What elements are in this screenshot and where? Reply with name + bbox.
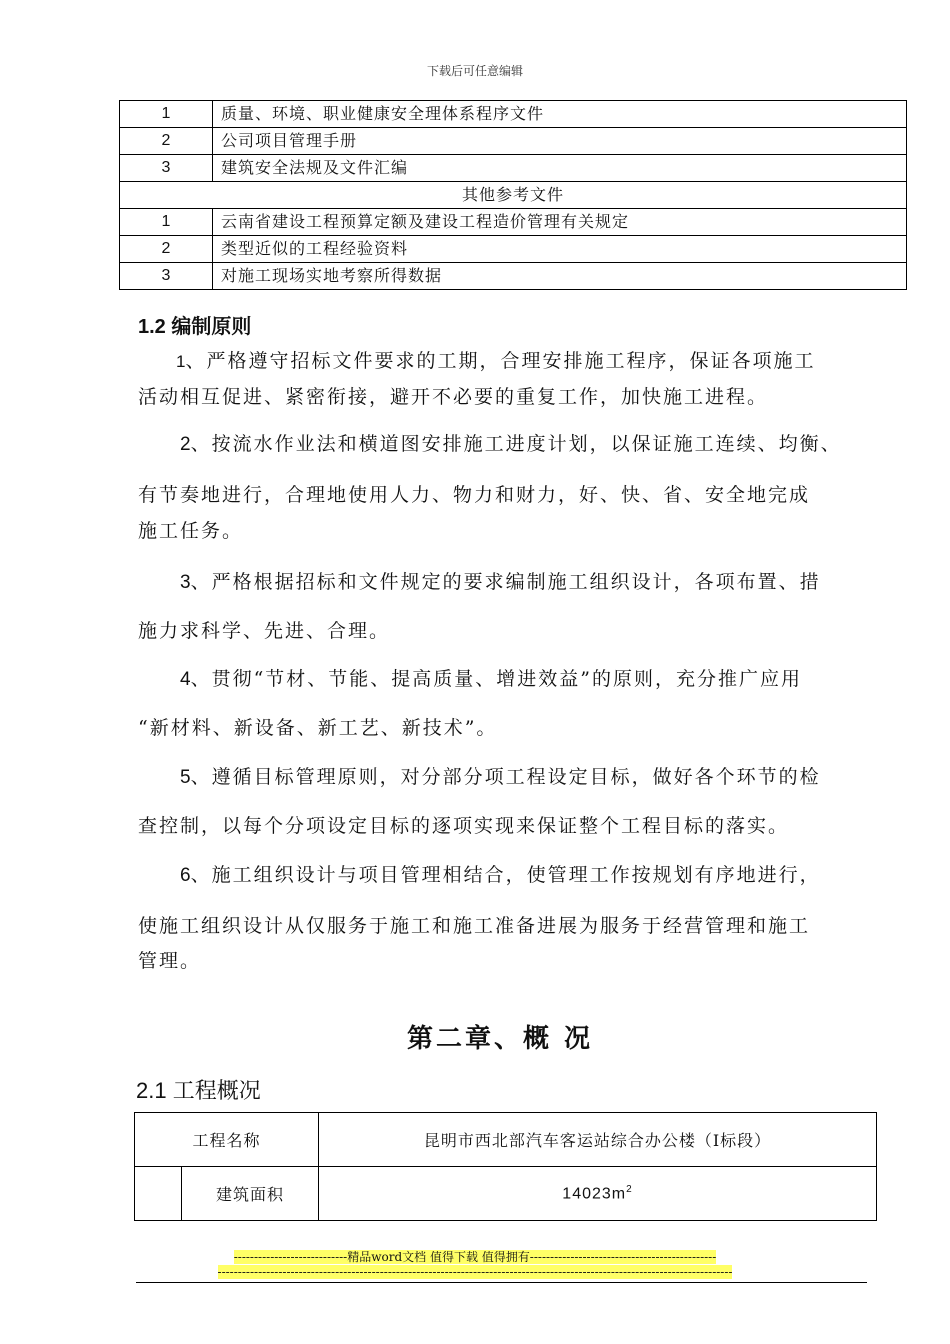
paragraph-line: 查控制，以每个分项设定目标的逐项实现来保证整个工程目标的落实。: [138, 815, 790, 837]
building-area-label: 建筑面积: [182, 1167, 319, 1221]
item-number: 4: [180, 669, 191, 690]
table-row: [135, 1113, 877, 1167]
paragraph-line: “新材料、新设备、新工艺、新技术”。: [138, 717, 498, 739]
project-overview-table: [134, 1112, 877, 1221]
area-unit-superscript: 2: [626, 1183, 633, 1195]
principle-paragraph-2: [138, 428, 883, 548]
row-text: 类型近似的工程经验资料: [213, 236, 907, 263]
principle-paragraph-5: [138, 761, 883, 843]
project-name-label: 工程名称: [135, 1113, 319, 1167]
footer-text: ----------------------------精品word文档 值得下载 值得拥有----------------------------------------------: [233, 1250, 717, 1264]
table-row: [120, 263, 907, 290]
item-number: 3: [180, 572, 191, 593]
row-number: 3: [120, 155, 213, 182]
paragraph-line: 、严格遵守招标文件要求的工期，合理安排施工程序，保证各项施工: [185, 350, 816, 372]
paragraph-line: 施力求科学、先进、合理。: [138, 620, 391, 642]
principle-paragraph-4: [138, 663, 883, 745]
paragraph-line: 活动相互促进、紧密衔接，避开不必要的重复工作，加快施工进程。: [138, 386, 769, 408]
empty-cell: [135, 1167, 182, 1221]
row-text: 公司项目管理手册: [213, 128, 907, 155]
principle-paragraph-3: [138, 566, 883, 648]
paragraph-line: 有节奏地进行，合理地使用人力、物力和财力，好、快、省、安全地完成: [138, 484, 811, 506]
item-number: 1: [176, 352, 186, 371]
table-row: [120, 236, 907, 263]
reference-documents-table: [119, 100, 907, 290]
paragraph-line: 管理。: [138, 950, 202, 972]
row-text: 云南省建设工程预算定额及建设工程造价管理有关规定: [213, 209, 907, 236]
row-number: 1: [120, 209, 213, 236]
chapter-title: 第二章、概 况: [406, 1024, 594, 1054]
item-number: 2: [180, 434, 191, 455]
table-row: [120, 101, 907, 128]
section-heading-2-1: [136, 1074, 261, 1105]
footer-divider: [136, 1282, 867, 1283]
paragraph-line: 、遵循目标管理原则，对分部分项工程设定目标，做好各个环节的检: [190, 766, 821, 788]
section-title: 编制原则: [171, 314, 252, 338]
principle-paragraph-6: [138, 859, 883, 978]
footer-banner-line-1: [0, 1248, 950, 1265]
section-heading-1-2: [138, 310, 251, 339]
row-number: 2: [120, 128, 213, 155]
paragraph-line: 、施工组织设计与项目管理相结合，使管理工作按规划有序地进行，: [190, 864, 821, 886]
item-number: 5: [180, 767, 191, 788]
area-number: 14023m: [562, 1185, 627, 1203]
section-number: 2.1: [136, 1078, 167, 1103]
paragraph-line: 施工任务。: [138, 520, 244, 542]
page-header-note: 下载后可任意编辑: [426, 64, 523, 78]
row-number: 3: [120, 263, 213, 290]
paragraph-line: 使施工组织设计从仅服务于施工和施工准备进展为服务于经营管理和施工: [138, 915, 811, 937]
table-row: [120, 209, 907, 236]
other-references-header: 其他参考文件: [120, 182, 907, 209]
table-group-header-row: [120, 182, 907, 209]
project-name-value: 昆明市西北部汽车客运站综合办公楼（Ⅰ标段）: [319, 1113, 877, 1167]
building-area-value: [319, 1167, 877, 1221]
table-row: [135, 1167, 877, 1221]
section-number: 1.2: [138, 316, 166, 338]
paragraph-line: 、贯彻“节材、节能、提高质量、增进效益”的原则，充分推广应用: [190, 668, 803, 690]
footer-banner-line-2: [0, 1265, 950, 1279]
row-number: 2: [120, 236, 213, 263]
table-row: [120, 155, 907, 182]
item-number: 6: [180, 865, 191, 886]
principle-paragraph-1: [138, 345, 883, 414]
footer-text: -------------------------------------------------------------------------------------------------------------------------------: [217, 1265, 733, 1279]
row-text: 质量、环境、职业健康安全理体系程序文件: [213, 101, 907, 128]
paragraph-line: 、按流水作业法和横道图安排施工进度计划，以保证施工连续、均衡、: [190, 433, 842, 455]
section-title: 工程概况: [172, 1079, 261, 1104]
row-text: 对施工现场实地考察所得数据: [213, 263, 907, 290]
table-row: [120, 128, 907, 155]
row-text: 建筑安全法规及文件汇编: [213, 155, 907, 182]
row-number: 1: [120, 101, 213, 128]
paragraph-line: 、严格根据招标和文件规定的要求编制施工组织设计，各项布置、措: [190, 571, 821, 593]
